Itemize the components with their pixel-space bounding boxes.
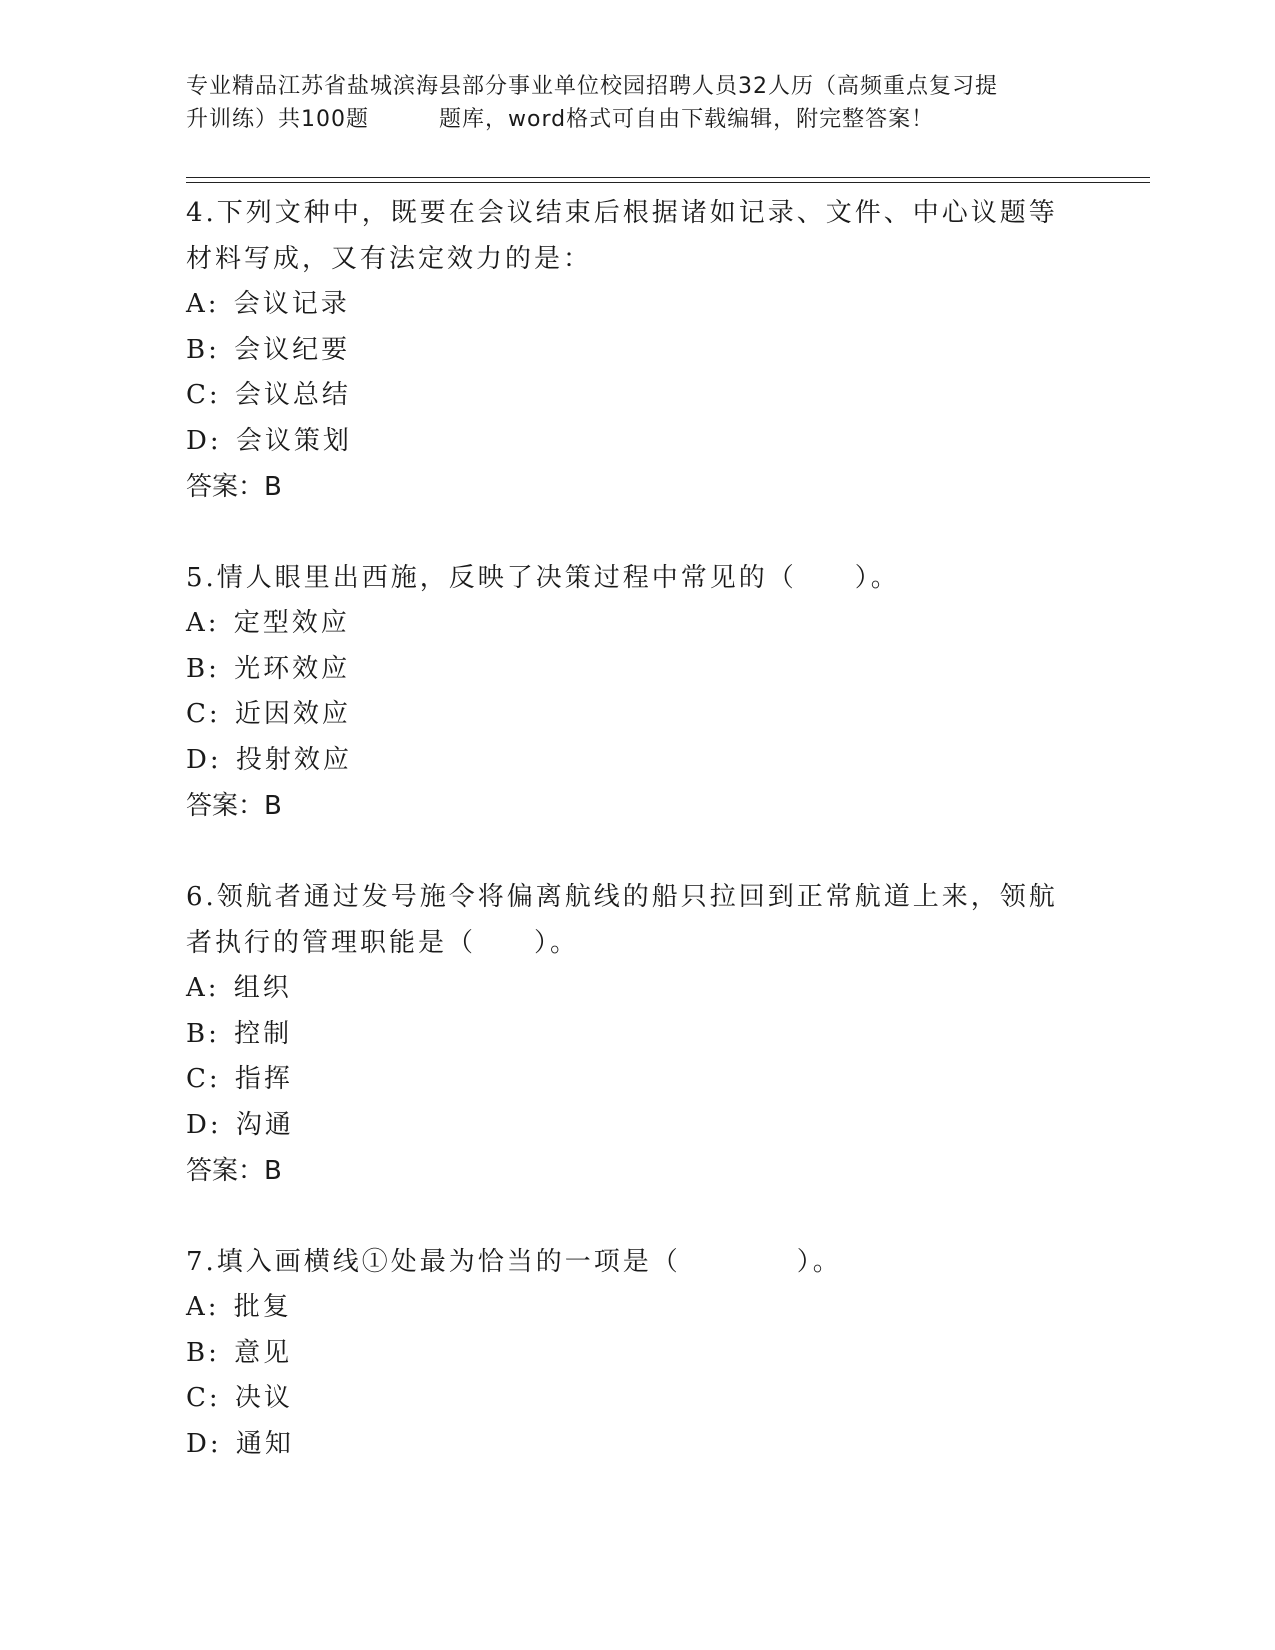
option-text: 通知	[235, 1428, 294, 1459]
option-text: 沟通	[235, 1109, 294, 1140]
option-d: D : 会议策划	[186, 419, 1086, 465]
question-4	[186, 190, 1086, 510]
document-header	[186, 70, 1086, 136]
option-key: A	[186, 289, 208, 319]
option-key: C	[186, 1064, 209, 1094]
question-stem: 6.领航者通过发号施令将偏离航线的船只拉回到正常航道上来，领航者执行的管理职能是（ ）。	[186, 882, 1058, 958]
header-divider-top	[186, 177, 1150, 178]
answer-line: 答案：B	[186, 472, 282, 502]
option-c: C : 指挥	[186, 1057, 1086, 1103]
option-text: 指挥	[234, 1064, 293, 1094]
option-a: A : 批复	[186, 1285, 1086, 1331]
option-a: A : 会议记录	[186, 282, 1086, 328]
option-text: 决议	[234, 1383, 293, 1413]
option-d: D : 投射效应	[186, 738, 1086, 784]
option-key: C	[186, 380, 209, 410]
option-key: B	[186, 1337, 209, 1368]
option-text: 意见	[234, 1337, 293, 1368]
header-line-2-part-a: 升训练）共100题	[186, 107, 369, 132]
option-b: B : 控制	[186, 1012, 1086, 1058]
answer-line: 答案：B	[186, 1156, 282, 1186]
answer-line: 答案：B	[186, 791, 282, 821]
option-key: B	[186, 653, 209, 684]
option-a: A : 定型效应	[186, 601, 1086, 647]
header-line-1: 专业精品江苏省盐城滨海县部分事业单位校园招聘人员32人历（高频重点复习提	[186, 74, 998, 99]
option-text: 批复	[233, 1292, 292, 1322]
question-stem: 7.填入画横线①处最为恰当的一项是（ ）。	[186, 1247, 842, 1277]
option-text: 会议策划	[235, 425, 352, 456]
option-text: 控制	[234, 1018, 293, 1049]
question-5	[186, 555, 1086, 829]
option-key: D	[186, 1109, 210, 1140]
question-7	[186, 1239, 1086, 1467]
option-key: B	[186, 334, 209, 365]
question-list	[186, 190, 1086, 1512]
option-text: 光环效应	[234, 653, 351, 684]
option-text: 会议记录	[233, 289, 350, 319]
option-text: 会议总结	[234, 380, 351, 410]
question-stem: 4.下列文种中，既要在会议结束后根据诸如记录、文件、中心议题等材料写成，又有法定效力的是：	[186, 198, 1058, 274]
option-d: D : 通知	[186, 1422, 1086, 1468]
header-line-2	[186, 103, 1086, 136]
option-text: 近因效应	[234, 699, 351, 729]
option-key: A	[186, 973, 208, 1003]
option-key: A	[186, 608, 208, 638]
option-b: B : 会议纪要	[186, 328, 1086, 374]
option-c: C : 近因效应	[186, 692, 1086, 738]
option-key: D	[186, 1428, 210, 1459]
question-6	[186, 874, 1086, 1194]
option-text: 会议纪要	[234, 334, 351, 365]
option-text: 投射效应	[235, 744, 352, 775]
option-b: B : 意见	[186, 1331, 1086, 1377]
header-line-2-part-b: 题库，word格式可自由下载编辑，附完整答案！	[439, 107, 935, 132]
header-divider-bottom	[186, 182, 1150, 183]
option-key: C	[186, 699, 209, 729]
option-key: C	[186, 1383, 209, 1413]
option-a: A : 组织	[186, 966, 1086, 1012]
option-text: 组织	[233, 973, 292, 1003]
option-text: 定型效应	[233, 608, 350, 638]
option-b: B : 光环效应	[186, 647, 1086, 693]
option-d: D : 沟通	[186, 1103, 1086, 1149]
question-stem: 5.情人眼里出西施，反映了决策过程中常见的（ ）。	[186, 563, 900, 593]
option-key: A	[186, 1292, 208, 1322]
option-key: D	[186, 425, 210, 456]
option-c: C : 决议	[186, 1376, 1086, 1422]
option-key: B	[186, 1018, 209, 1049]
option-c: C : 会议总结	[186, 373, 1086, 419]
option-key: D	[186, 744, 210, 775]
